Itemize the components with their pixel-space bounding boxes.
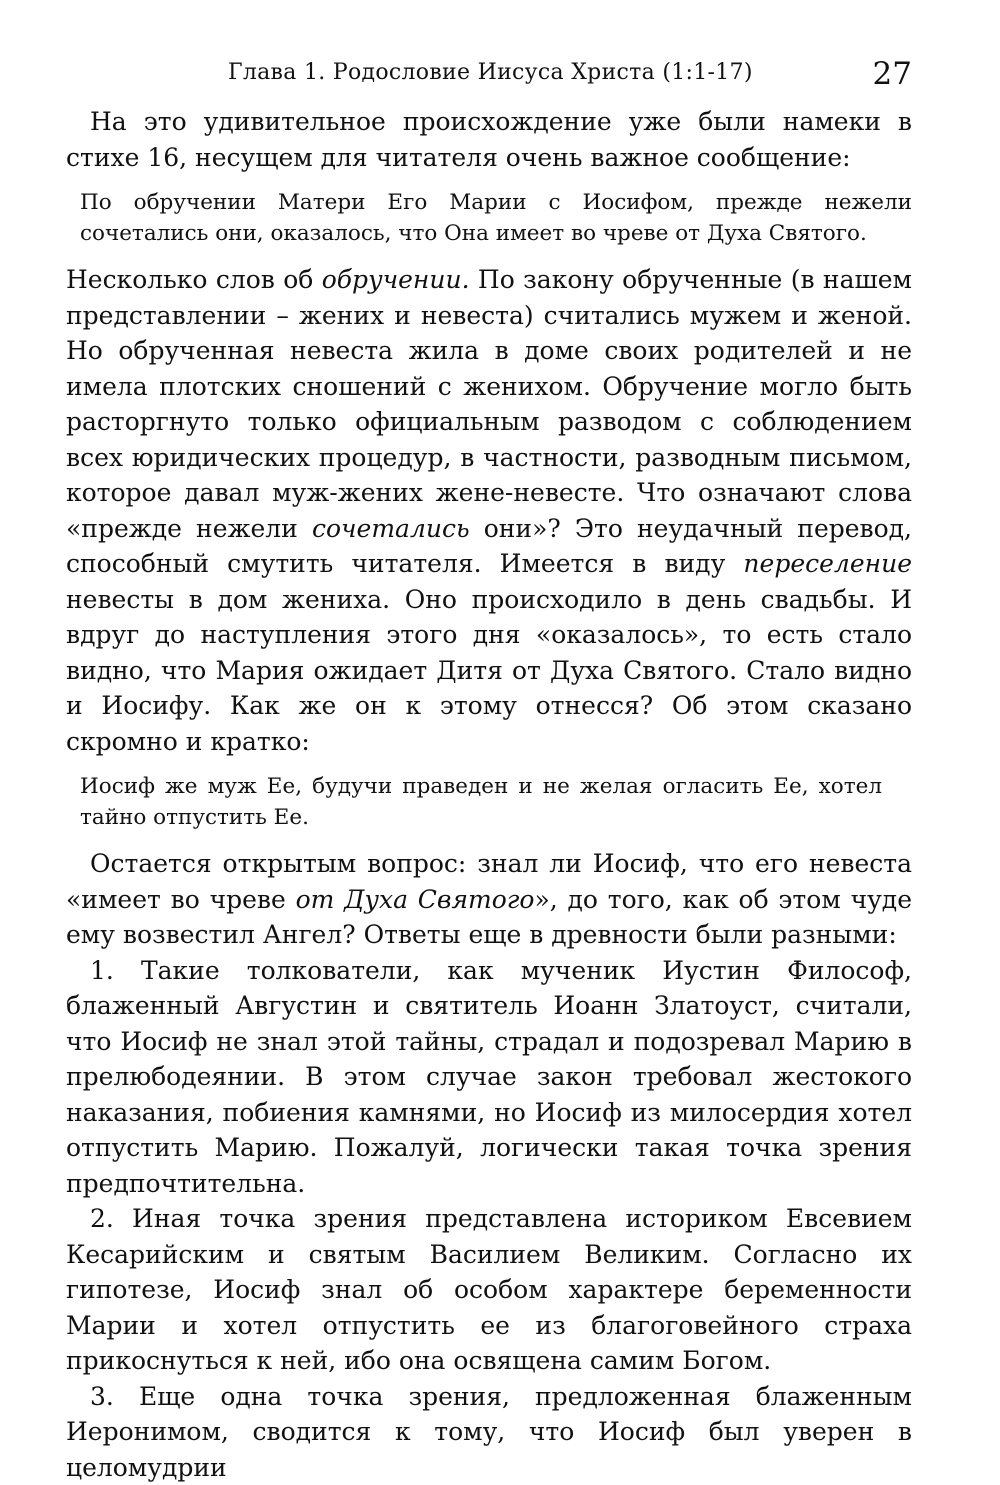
paragraph-3-text-b: », до того, как об этом чуде ему возвестил Ангел? Ответы еще в древности были разными: bbox=[66, 885, 912, 950]
paragraph-2-emphasis-c: переселение bbox=[743, 549, 912, 578]
scripture-quote-1: По обручении Матери Его Марии с Иосифом, прежде нежели сочетались они, оказалось, что Она имеет во чреве от Духа Святого. bbox=[66, 187, 912, 249]
list-item-3: 3. Еще одна точка зрения, предложенная блаженным Иеронимом, сводится к тому, что Иосиф был уверен в целомудрии bbox=[66, 1379, 912, 1485]
paragraph-1: На это удивительное происхождение уже были намеки в стихе 16, несущем для читателя очень важное сообщение: bbox=[66, 104, 912, 175]
list-item-2: 2. Иная точка зрения представлена историком Евсевием Кесарийским и святым Василием Великим. Согласно их гипотезе, Иосиф знал об особом характере беременности Марии и хотел отпустить ее из благоговейного страха прикоснуться к ней, ибо она освящена самим Богом. bbox=[66, 1201, 912, 1379]
list-item-1: 1. Такие толкователи, как мученик Иустин Философ, блаженный Августин и святитель Иоанн Златоуст, считали, что Иосиф не знал этой тайны, страдал и подозревал Марию в прелюбодеянии. В этом случае закон требовал жестокого наказания, побиения камнями, но Иосиф из милосердия хотел отпустить Марию. Пожалуй, логически такая точка зрения предпочтительна. bbox=[66, 953, 912, 1202]
paragraph-2-emphasis-a: обручении. bbox=[322, 265, 470, 294]
paragraph-2-emphasis-b: сочетались bbox=[312, 514, 470, 543]
paragraph-3 bbox=[66, 846, 912, 953]
paragraph-2-text-c: они»? Это неудачный перевод, способный смутить читателя. Имеется в виду bbox=[66, 514, 912, 579]
running-title: Глава 1. Родословие Иисуса Христа (1:1-17) bbox=[228, 60, 753, 85]
paragraph-2 bbox=[66, 262, 912, 759]
book-page bbox=[66, 56, 912, 1485]
scripture-quote-2: Иосиф же муж Ее, будучи праведен и не желая огласить Ее, хотел тайно отпустить Ее. bbox=[66, 771, 912, 833]
paragraph-2-text-a: Несколько слов об bbox=[66, 265, 322, 294]
paragraph-2-text-d: невесты в дом жениха. Оно происходило в день свадьбы. И вдруг до наступления этого дня «оказалось», то есть стало видно, что Мария ожидает Дитя от Духа Святого. Стало видно и Иосифу. Как же он к этому отнесся? Об этом сказано скромно и кратко: bbox=[66, 585, 912, 756]
page-number: 27 bbox=[873, 56, 912, 92]
running-head bbox=[66, 56, 912, 104]
paragraph-3-text-a: Остается открытым вопрос: знал ли Иосиф, что его невеста «имеет во чреве bbox=[66, 849, 912, 914]
paragraph-2-text-b: По закону обрученные (в нашем представлении – жених и невеста) считались мужем и женой. Но обрученная невеста жила в доме своих родителей и не имела плотских сношений с женихом. Обручение могло быть расторгнуто только официальным разводом с соблюдением всех юридических процедур, в частности, разводным письмом, которое давал муж-жених жене-невесте. Что означают слова «прежде нежели bbox=[66, 265, 912, 543]
paragraph-3-emphasis: от Духа Святого bbox=[296, 885, 535, 914]
